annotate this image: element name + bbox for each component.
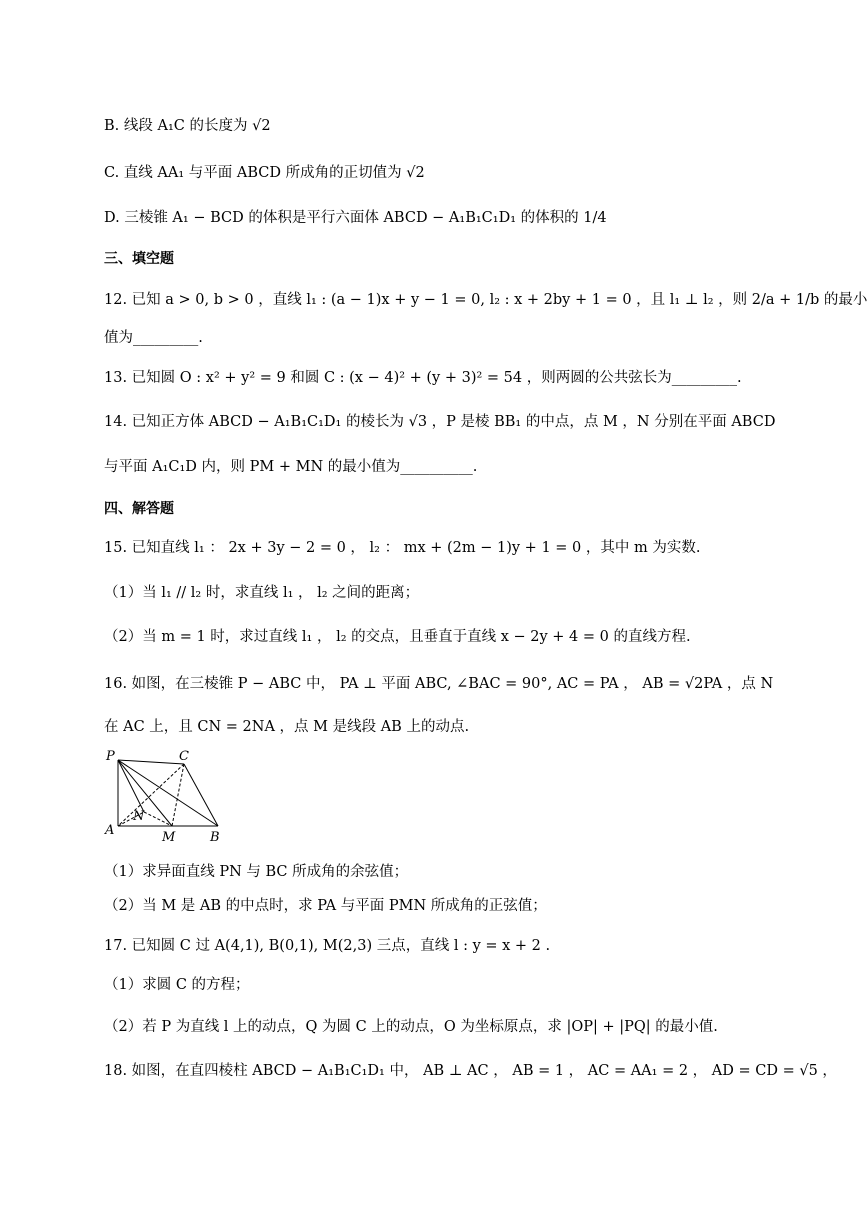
q13: 13. 已知圆 O : x² + y² = 9 和圆 C : (x − 4)² + (y + 3)² = 54 ，则两圆的公共弦长为_________.: [104, 370, 742, 386]
q18: 18. 如图，在直四棱柱 ABCD − A₁B₁C₁D₁ 中， AB ⊥ AC ， AB = 1 ， AC = AA₁ = 2 ， AD = CD = √5 ，: [104, 1063, 837, 1079]
q12-line2: 值为_________.: [104, 330, 203, 346]
label-b: B: [210, 830, 220, 845]
q17-part1: （1）求圆 C 的方程；: [104, 977, 250, 993]
section-solve: 四、解答题: [104, 501, 174, 517]
label-c: C: [179, 749, 189, 764]
q17-part2: （2）若 P 为直线 l 上的动点，Q 为圆 C 上的动点，O 为坐标原点，求 |OP| + |PQ| 的最小值.: [104, 1019, 718, 1035]
q12-line1: 12. 已知 a > 0, b > 0 ，直线 l₁ : (a − 1)x + y − 1 = 0, l₂ : x + 2by + 1 = 0 ，且 l₁ ⊥ l₂ ，则 2/a + 1/b 的最小: [104, 292, 868, 308]
q16-part1: （1）求异面直线 PN 与 BC 所成角的余弦值；: [104, 864, 409, 880]
q16-part2: （2）当 M 是 AB 的中点时，求 PA 与平面 PMN 所成角的正弦值；: [104, 898, 547, 914]
q15-part1: （1）当 l₁ // l₂ 时，求直线 l₁ ， l₂ 之间的距离；: [104, 585, 420, 601]
tetrahedron-diagram: [100, 748, 230, 848]
label-a: A: [105, 823, 115, 838]
section-fill-blank: 三、填空题: [104, 251, 174, 267]
q14-line2: 与平面 A₁C₁D 内，则 PM + MN 的最小值为__________.: [104, 459, 478, 475]
label-n: N: [133, 809, 145, 824]
q16-line1: 16. 如图，在三棱锥 P − ABC 中， PA ⊥ 平面 ABC, ∠BAC = 90°, AC = PA ， AB = √2PA ，点 N: [104, 676, 774, 692]
label-m: M: [162, 830, 176, 845]
label-p: P: [106, 749, 115, 764]
q15: 15. 已知直线 l₁ ： 2x + 3y − 2 = 0 ， l₂ ： mx + (2m − 1)y + 1 = 0 ，其中 m 为实数.: [104, 540, 701, 556]
option-d: D. 三棱锥 A₁ − BCD 的体积是平行六面体 ABCD − A₁B₁C₁D₁ 的体积的 1/4: [104, 210, 607, 226]
option-c: C. 直线 AA₁ 与平面 ABCD 所成角的正切值为 √2: [104, 165, 425, 181]
q17: 17. 已知圆 C 过 A(4,1), B(0,1), M(2,3) 三点，直线 l : y = x + 2 .: [104, 938, 551, 954]
q14-line1: 14. 已知正方体 ABCD − A₁B₁C₁D₁ 的棱长为 √3 ，P 是棱 BB₁ 的中点，点 M ，N 分别在平面 ABCD: [104, 414, 776, 430]
q16-line2: 在 AC 上，且 CN = 2NA ，点 M 是线段 AB 上的动点.: [104, 719, 470, 735]
option-b: B. 线段 A₁C 的长度为 √2: [104, 118, 271, 134]
q15-part2: （2）当 m = 1 时，求过直线 l₁ ， l₂ 的交点，且垂直于直线 x − 2y + 4 = 0 的直线方程.: [104, 629, 691, 645]
